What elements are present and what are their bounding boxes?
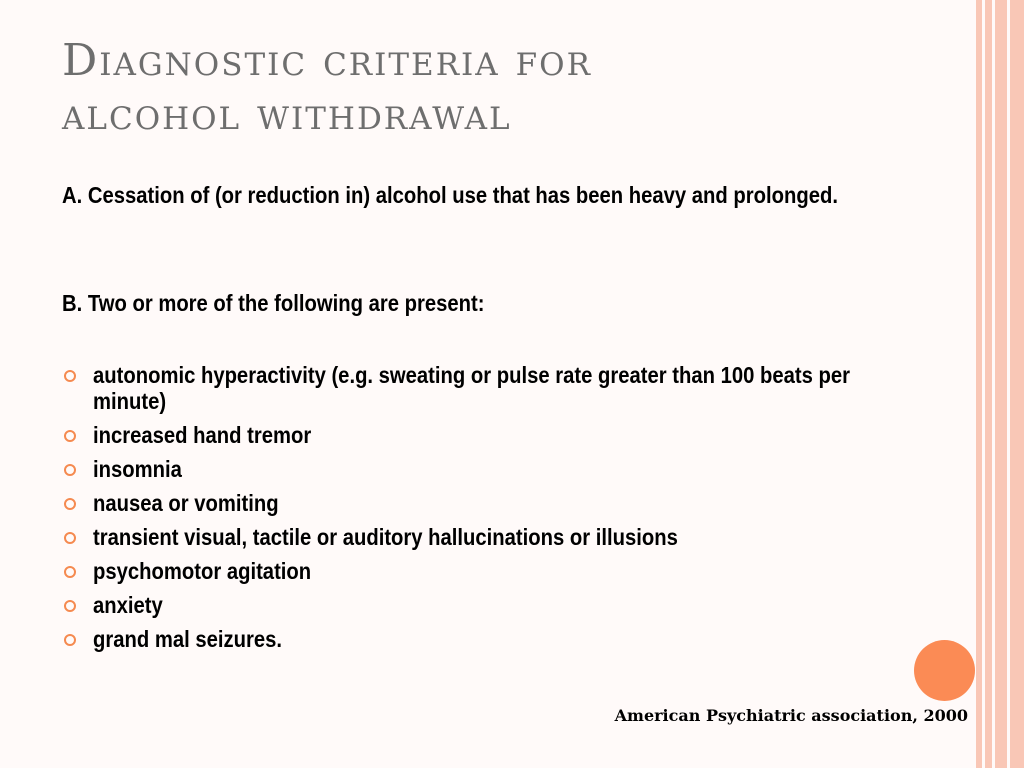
slide-title-line-2: alcohol withdrawal: [62, 89, 512, 140]
slide-title-line-1: Diagnostic criteria for: [62, 35, 592, 86]
decorative-circle: [914, 640, 975, 701]
slide-title: [62, 34, 942, 142]
bullet-circle-icon: [64, 370, 76, 382]
bullet-circle-icon: [64, 498, 76, 510]
symptom-text: insomnia: [93, 456, 182, 482]
bullet-circle-icon: [64, 430, 76, 442]
symptom-text: autonomic hyperactivity (e.g. sweating or pulse rate greater than 100 beats per minute): [93, 362, 850, 414]
bullet-circle-icon: [64, 566, 76, 578]
list-item: [62, 456, 982, 482]
symptom-text: transient visual, tactile or auditory hallucinations or illusions: [93, 524, 678, 550]
symptom-text: increased hand tremor: [93, 422, 312, 448]
list-item: [62, 490, 982, 516]
bullet-circle-icon: [64, 532, 76, 544]
symptom-text: grand mal seizures.: [93, 626, 282, 652]
list-item: [62, 592, 982, 618]
symptom-list: [62, 362, 982, 660]
criterion-a: A. Cessation of (or reduction in) alcohol use that has been heavy and prolonged.: [62, 182, 838, 208]
bullet-circle-icon: [64, 464, 76, 476]
symptom-text: anxiety: [93, 592, 163, 618]
bullet-circle-icon: [64, 634, 76, 646]
bullet-circle-icon: [64, 600, 76, 612]
list-item: [62, 524, 982, 550]
symptom-text: psychomotor agitation: [93, 558, 312, 584]
list-item: [62, 422, 982, 448]
list-item: [62, 626, 982, 652]
criterion-b: B. Two or more of the following are present:: [62, 290, 485, 316]
symptom-text: nausea or vomiting: [93, 490, 279, 516]
list-item: [62, 362, 982, 414]
citation: American Psychiatric association, 2000: [614, 706, 968, 725]
list-item: [62, 558, 982, 584]
